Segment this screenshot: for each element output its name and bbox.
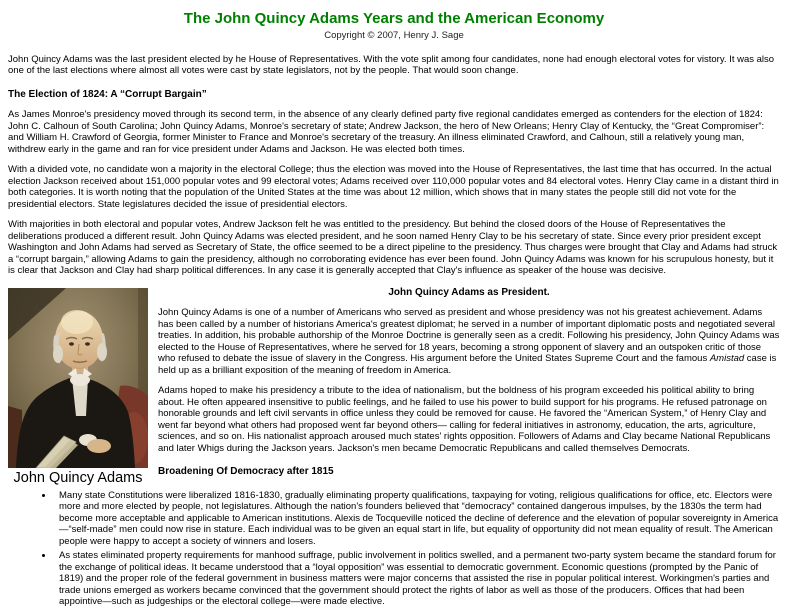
paragraph-election-3: With majorities in both electoral and popular votes, Andrew Jackson felt he was entitled to the presidency. But behind the closed doors of the House of Representatives the deliberations produced a different result. John Quincy Adams was elected president, and he soon named Henry Clay to be his secretary of state. Since every prior president except Washington and John Adams had served as Secretary of State, the office seemed to be a direct pipeline to the presidency. Thus charges were brought that Clay and Adams had struck a “corrupt bargain,” allowing Adams to gain the presidency, although no corroborating evidence has ever been found. John Quincy Adams was known for his scrupulous honesty, but it is clear that Jackson and Clay had sharp political differences. In any case it is generally accepted that Clay's influence as speaker of the house was decisive. bbox=[8, 219, 778, 276]
heading-broadening-democracy: Broadening Of Democracy after 1815 bbox=[158, 466, 334, 477]
amistad-italic-text: Amistad bbox=[709, 353, 745, 364]
democracy-bullet-list bbox=[8, 490, 780, 608]
heading-adams-as-president: John Quincy Adams as President. bbox=[388, 286, 550, 298]
intro-paragraph: John Quincy Adams was the last president elected by he House of Representatives. With the vote split among four candidates, none had enough electoral votes for vistory. It was also one of the last elections where almost all votes were cast by state legislators, not by the people. That would soon change. bbox=[8, 53, 775, 76]
john-quincy-adams-portrait-image bbox=[8, 288, 148, 468]
heading-election-of-1824: The Election of 1824: A “Corrupt Bargain” bbox=[8, 88, 207, 100]
list-item: • As states eliminated property requirements for manhood suffrage, public involvement in politics swelled, and a permanent two-party system became the standard forum for the exchange of political ideas. It became understood that a “loyal opposition” was essential to democratic government. Economic questions (prompted by the Panic of 1819) and the proper role of the federal government in business matters were major concerns that assisted the rise in popular political interest. Workingmen's parties and trade unions emerged as workers became convinced that the government should protect the rights of labor as well as those of the producers. Offices that had been appointive—such as judgeships or the electoral college—were made elective. bbox=[54, 550, 780, 608]
paragraph-election-2: With a divided vote, no candidate won a majority in the electoral College; thus the election was moved into the House of Representatives, the last time that has occurred. In the actual election Jackson received about 151,000 popular votes and 99 electoral votes; Adams received over 110,000 popular votes and 84 electoral votes. Henry Clay came in a distant third in both categories. It is worth noting that the population of the United States at the time was about 12 million, which shows that in many states the people still did not vote for the presidential electors. State legislatures decided the issue of presidential electors. bbox=[8, 164, 779, 210]
list-item: • Many state Constitutions were liberalized 1816-1830, gradually eliminating property qualifications, taxpaying for voting, religious qualifications for office, etc. Electors were more and more elected by people, not legislatures. Although the nation's founders believed that “democracy” contained dangerous impulses, by the 1830s the term had become more acceptable and applicable to American institutions. Alexis de Tocqueville noticed the decline of deference and the elevation of popular sovereignty in America—“self-made” men could now rise in stature. Each individual was to be given an equal start in life, but equality of opportunity did not mean equality of result. The American people were happy to accept a society of winners and losers. bbox=[54, 490, 780, 548]
copyright-line: Copyright © 2007, Henry J. Sage bbox=[324, 30, 464, 41]
paragraph-president-1-text: John Quincy Adams is one of a number of Americans who served as president and whose presidency was not his greatest achievement. Adams has been called by a number of historians America's greatest diplomat; he served in a number of important diplomatic posts and negotiated several treaties. In addition, his probable authorship of the Monroe Doctrine is generally seen as a credit. Following his presidency, John Quincy Adams was elected to the House of Representatives, where he served for 18 years, becoming a strong opponent of slavery and an outspoken critic of those who refused to debate the issue of slavery in the Congress. His argument before the United States Supreme Court and the famous bbox=[158, 307, 780, 364]
portrait-figure bbox=[8, 288, 148, 488]
page-title: The John Quincy Adams Years and the American Economy bbox=[183, 10, 605, 27]
paragraph-president-2: Adams hoped to make his presidency a tribute to the idea of nationalism, but the boldness of his program exceeded his political ability to bring about. He often appeared insensitive to public feelings, and he failed to use his power to build support for his programs. He refused patronage on honorable grounds and left civil servants in office unless they could be removed for cause. He favored the “American System,” of Henry Clay and went far beyond what others had proposed went far beyond others— calling for federal initiatives in astronomy, education, the arts, agriculture, sciences, and so on. His nationalist approach aroused much states' rights opposition. Followers of Adams and Clay became National Republicans and later Whigs during the Jackson years. Jackson's men became Democratic Republicans and called themselves Democrats. bbox=[158, 385, 771, 454]
portrait-caption: John Quincy Adams bbox=[13, 469, 143, 486]
paragraph-president-1-tail: case is held up as a brilliant exposition of the meaning of freedom in America. bbox=[158, 353, 777, 376]
paragraph-election-1: As James Monroe's presidency moved through its second term, in the absence of any clearly defined party five regional candidates emerged as contenders for the election of 1824: John C. Calhoun of South Carolina; John Quincy Adams, Monroe's secretary of state; Andrew Jackson, the hero of New Orleans; Henry Clay of Kentucky, the “Great Compromiser”: and William H. Crawford of Georgia, former Minister to France and Monroe's secretary of the treasury. An illness eliminated Crawford, and Calhoun, still a relatively young man, withdrew early in the game and ran for vice president under Adams and Jackson. He was elected both times. bbox=[8, 109, 765, 155]
